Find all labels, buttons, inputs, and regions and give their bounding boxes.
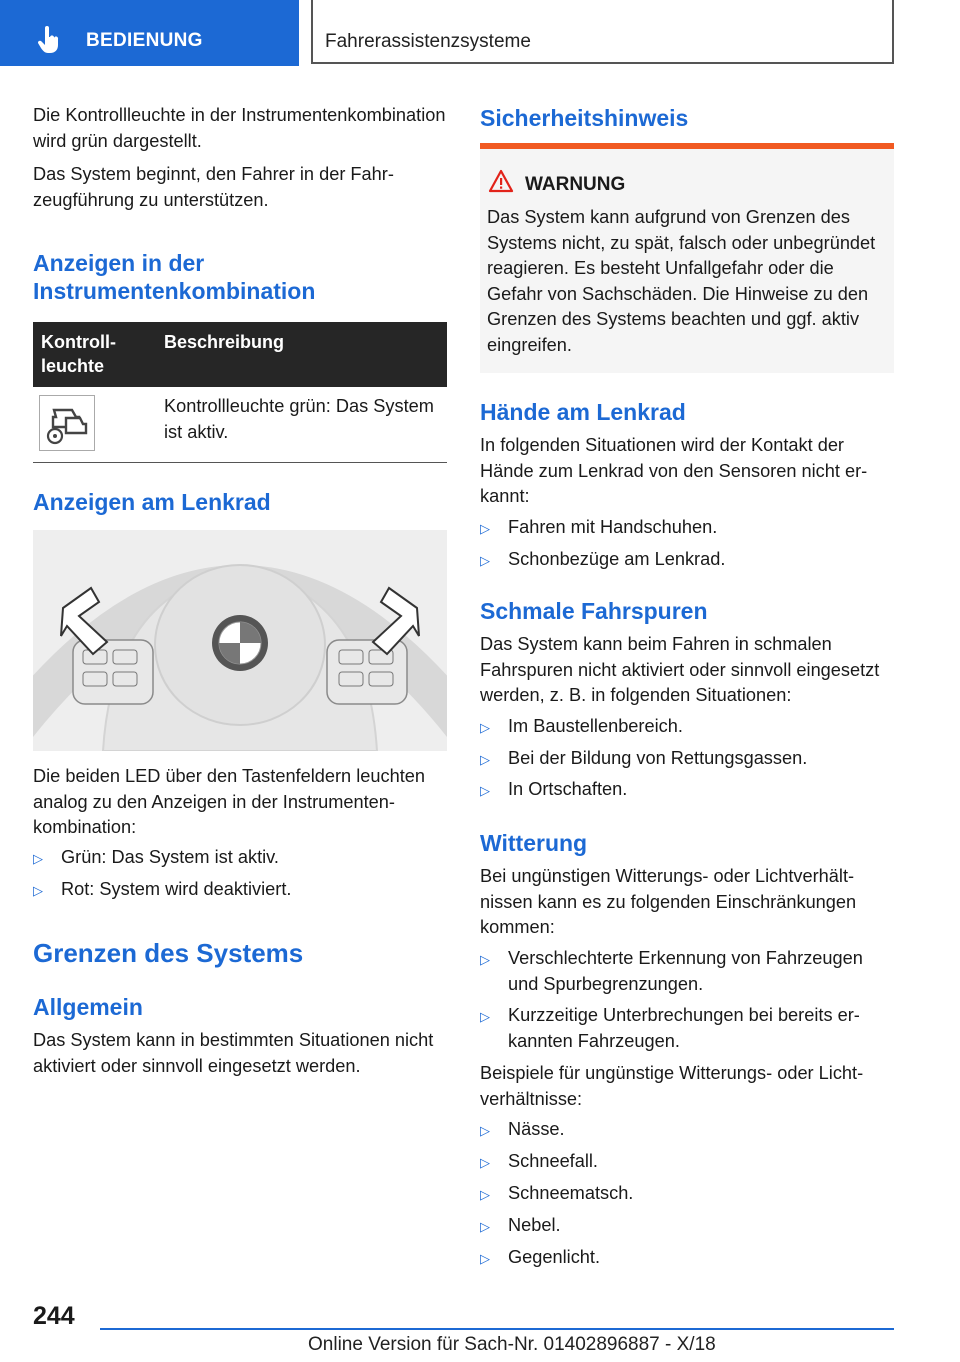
examples-paragraph: Beispiele für ungünstige Witterungs- oder Lichtverhältnisse: (480, 1063, 864, 1109)
warning-triangle-icon (488, 169, 514, 193)
examples-list (480, 1117, 894, 1271)
table-header-col1: Kontrollleuchte (41, 332, 116, 376)
list-item: ▷ Nässe. (480, 1117, 894, 1143)
steering-wheel-illustration (33, 530, 447, 751)
intro-paragraph-2: Das System beginnt, den Fahrer in der Fahrzeugführung zu unterstützen. (33, 164, 394, 210)
list-item: ▷ Grün: Das System ist aktiv. (33, 845, 447, 871)
list-item: ▷ Bei der Bildung von Rettungsgassen. (480, 746, 894, 772)
hands-paragraph: In folgenden Situationen wird der Kontakt der Hände zum Lenkrad von den Sensoren nicht erkannt: (480, 435, 868, 506)
list-item: ▷ Gegenlicht. (480, 1245, 894, 1271)
heading-hands-on-wheel: Hände am Lenkrad (480, 399, 686, 425)
table-header (33, 322, 447, 387)
led-paragraph: Die beiden LED über den Tastenfeldern leuchten analog zu den Anzeigen in der Instrumentenkombination: (33, 766, 425, 837)
list-item: ▷ Kurzzeitige Unterbrechungen bei bereits erkannten Fahrzeugen. (480, 1003, 894, 1054)
narrow-paragraph: Das System kann beim Fahren in schmalen Fahrspuren nicht aktiviert oder sinnvoll eingesetzt werden, z. B. in folgenden Situationen: (480, 634, 880, 705)
heading-system-limits: Grenzen des Systems (33, 938, 304, 968)
general-paragraph: Das System kann in bestimmten Situationen nicht aktiviert oder sinnvoll eingesetzt werden. (33, 1030, 434, 1076)
list-item: ▷ Schneematsch. (480, 1181, 894, 1207)
table-row-description: Kontrollleuchte grün: Das System ist aktiv. (164, 396, 434, 442)
warning-title: WARNUNG (525, 174, 626, 195)
steering-assist-lamp-icon (39, 395, 95, 451)
intro-paragraph-1: Die Kontrollleuchte in der Instrumentenkombination wird grün dargestellt. (33, 105, 446, 151)
online-version-text: Online Version für Sach-Nr. 01402896887 - X/18 (308, 1334, 716, 1355)
list-item: ▷ In Ortschaften. (480, 777, 894, 803)
led-list (33, 845, 447, 902)
table-header-col2: Beschreibung (164, 332, 285, 352)
chapter-title: Fahrerassistenzsysteme (325, 31, 531, 52)
list-item: ▷ Fahren mit Handschuhen. (480, 515, 894, 541)
hands-list (480, 515, 894, 572)
section-label: BEDIENUNG (86, 30, 203, 51)
list-item: ▷ Schneefall. (480, 1149, 894, 1175)
warning-box (480, 143, 894, 373)
warning-text: Das System kann aufgrund von Grenzen des Systems nicht, zu spät, falsch oder unbegründet reagieren. Es besteht Unfallgefahr oder die Gefahr von Sachschäden. Die Hinweise zu den Grenzen des Systems beachten und ggf. aktiv eingreifen. (487, 207, 876, 355)
heading-narrow-lanes: Schmale Fahrspuren (480, 598, 708, 624)
page-number: 244 (33, 1302, 75, 1330)
heading-general: Allgemein (33, 994, 143, 1020)
list-item: ▷ Schonbezüge am Lenkrad. (480, 547, 894, 573)
narrow-list (480, 714, 894, 803)
weather-list (480, 946, 894, 1054)
heading-steering-display: Anzeigen am Lenkrad (33, 489, 271, 515)
list-item: ▷ Rot: System wird deaktiviert. (33, 877, 447, 903)
heading-safety-notice: Sicherheitshinweis (480, 105, 689, 131)
section-tab[interactable] (0, 0, 299, 66)
hand-pointer-icon (38, 26, 62, 54)
list-item: ▷ Im Baustellenbereich. (480, 714, 894, 740)
heading-instrument-display: Anzeigen in der Instrumentenkombination (33, 250, 316, 304)
list-item: ▷ Nebel. (480, 1213, 894, 1239)
heading-weather: Witterung (480, 830, 588, 856)
table-row (33, 387, 447, 463)
indicator-table (33, 322, 447, 463)
footer-divider (100, 1328, 894, 1330)
weather-paragraph: Bei ungünstigen Witterungs- oder Lichtverhältnissen kann es zu folgenden Einschränkungen kommen: (480, 866, 857, 937)
list-item: ▷ Verschlechterte Erkennung von Fahrzeugen und Spurbegrenzungen. (480, 946, 894, 997)
